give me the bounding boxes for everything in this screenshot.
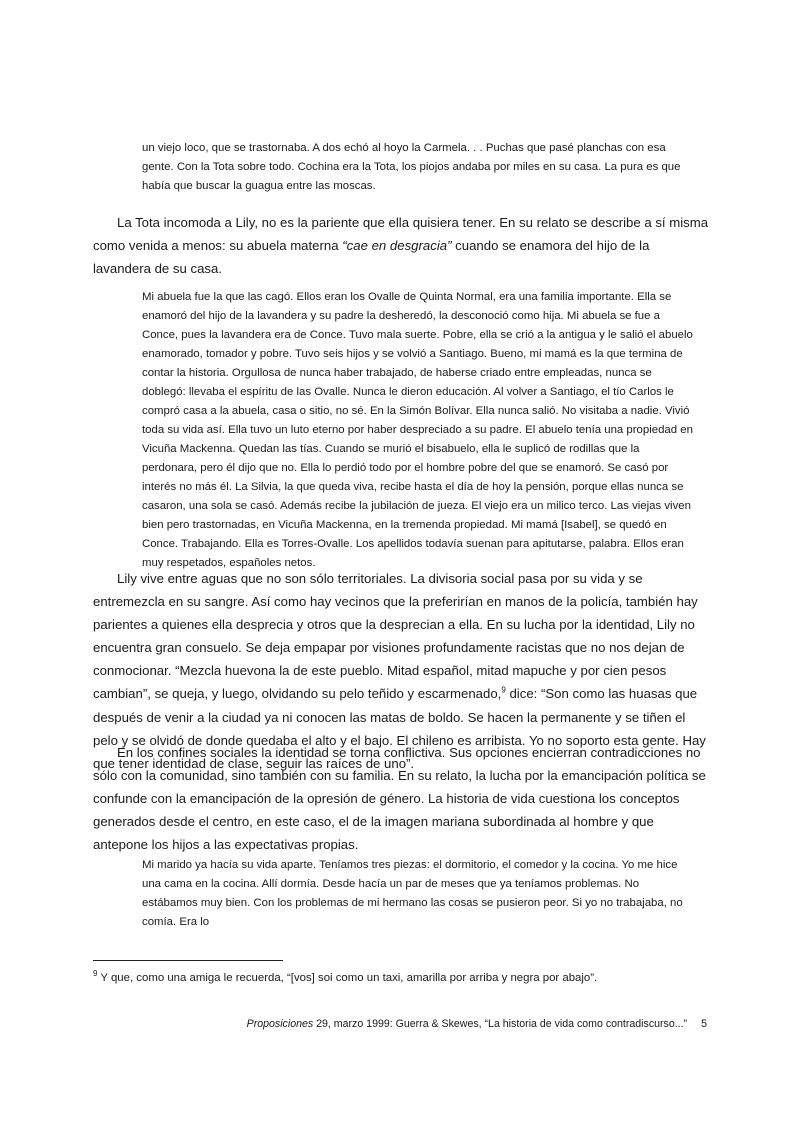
citation-text: 29, marzo 1999: Guerra & Skewes, “La historia de vida como contradiscurso...”: [313, 1018, 688, 1030]
emphasis-text: “cae en desgracia”: [342, 238, 452, 254]
text-run: dice: “Son como las huasas que después de venir a la ciudad ya ni conocen las matas de boldo. Se hacen la permanente y se tiñen el pelo y se olvidó de donde quedaba el alto y el bajo. El chileno es arribista. Yo no soporto esta gente. Hay que tener identidad de clase, seguir las raíces de uno”.: [93, 686, 706, 771]
footnote-number: 9: [93, 969, 98, 979]
footnote-divider: [93, 960, 283, 961]
footnote: [93, 970, 713, 986]
body-paragraph: [93, 211, 709, 280]
journal-title: Proposiciones: [246, 1018, 314, 1030]
footnote-text: Y que, como una amiga le recuerda, “[vos] soi como un taxi, amarilla por arriba y negra por abajo”.: [97, 972, 598, 984]
running-footer: [247, 1017, 707, 1031]
text-run: cuando se enamora del hijo de la lavandera de su casa.: [93, 238, 650, 277]
body-paragraph: En los confines sociales la identidad se torna conflictiva. Sus opciones encierran contradicciones no sólo con la comunidad, sino también con su familia. En su relato, la lucha por la emancipación política se confunde con la emancipación de la opresión de género. La historia de vida cuestiona los conceptos generados desde el centro, en este caso, el de la imagen mariana subordinada al hombre y que antepone los hijos a las expectativas propias.: [93, 745, 706, 853]
page-number: 5: [701, 1018, 707, 1030]
text-run: Lily vive entre aguas que no son sólo territoriales. La divisoria social pasa por su vida y se entremezcla en su sangre. Así como hay vecinos que la preferirían en manos de la policía, también hay parientes a quienes ella desprecia y otros que la desprecian a ella. En su lucha por la identidad, Lily no encuentra gran consuelo. Se deja empapar por visiones profundamente racistas que no nos dejan de conmocionar. “Mezcla huevona la de este pueblo. Mitad español, mitad mapuche y por cien pesos cambian”, se queja, y luego, olvidando su pelo teñido y escarmenado,: [93, 571, 698, 702]
block-quote: Mi abuela fue la que las cagó. Ellos eran los Ovalle de Quinta Normal, era una familia importante. Ella se enamoró del hijo de la lavandera y su padre la desheredó, la desconoció como hija. Mi abuela se fue a Conce, pues la lavandera era de Conce. Tuvo mala suerte. Pobre, ella se crió a la antigua y le salió el abuelo enamorado, tomador y pobre. Tuvo seis hijos y se volvió a Santiago. Bueno, mi mamá es la que termina de contar la historia. Orgullosa de nunca haber trabajado, de haberse criado entre empleadas, nunca se doblegó: llevaba el espíritu de las Ovalle. Nunca le dieron educación. Al volver a Santiago, el tío Carlos le compró casa a la abuela, casa o sitio, no sé. En la Simón Bolívar. Ella nunca salió. No visitaba a nadie. Vivió toda su vida así. Ella tuvo un luto eterno por haber despreciado a su padre. El abuelo tenía una propiedad en Vicuña Mackenna. Quedan las tías. Cuando se murió el bisabuelo, ella le suplicó de rodillas que la perdonara, pero él dijo que no. Ella lo perdió todo por el hombre pobre del que se enamoró. Se casó por interés no más él. La Silvia, la que queda viva, recibe hasta el día de hoy la pensión, porque ellas nunca se casaron, una sola se casó. Además recibe la jubilación de jueza. El viejo era un milico terco. Las viejas viven bien pero trastornadas, en Vicuña Mackenna, en la tremenda propiedad. Mi mamá [Isabel], se quedó en Conce. Trabajando. Ella es Torres-Ovalle. Los apellidos todavía suenan para apitutarse, palabra. Ellos eran muy respetados, españoles netos.: [142, 291, 693, 569]
block-quote: Mi marido ya hacía su vida aparte. Teníamos tres piezas: el dormitorio, el comedor y la cocina. Yo me hice una cama en la cocina. Allí dormía. Desde hacía un par de meses que ya teníamos problemas. No estábamos muy bien. Con los problemas de mi hermano las cosas se pusieron peor. Si yo no trabajaba, no comía. Era lo: [142, 859, 683, 928]
block-quote: un viejo loco, que se trastornaba. A dos echó al hoyo la Carmela. . . Puchas que pasé planchas con esa gente. Con la Tota sobre todo. Cochina era la Tota, los piojos andaba por miles en su casa. La pura es que había que buscar la guagua entre las moscas.: [142, 142, 681, 192]
footnote-reference[interactable]: 9: [501, 686, 506, 696]
text-run: La Tota incomoda a Lily, no es la pariente que ella quisiera tener. En su relato se describe a sí misma como venida a menos: su abuela materna: [93, 215, 709, 254]
